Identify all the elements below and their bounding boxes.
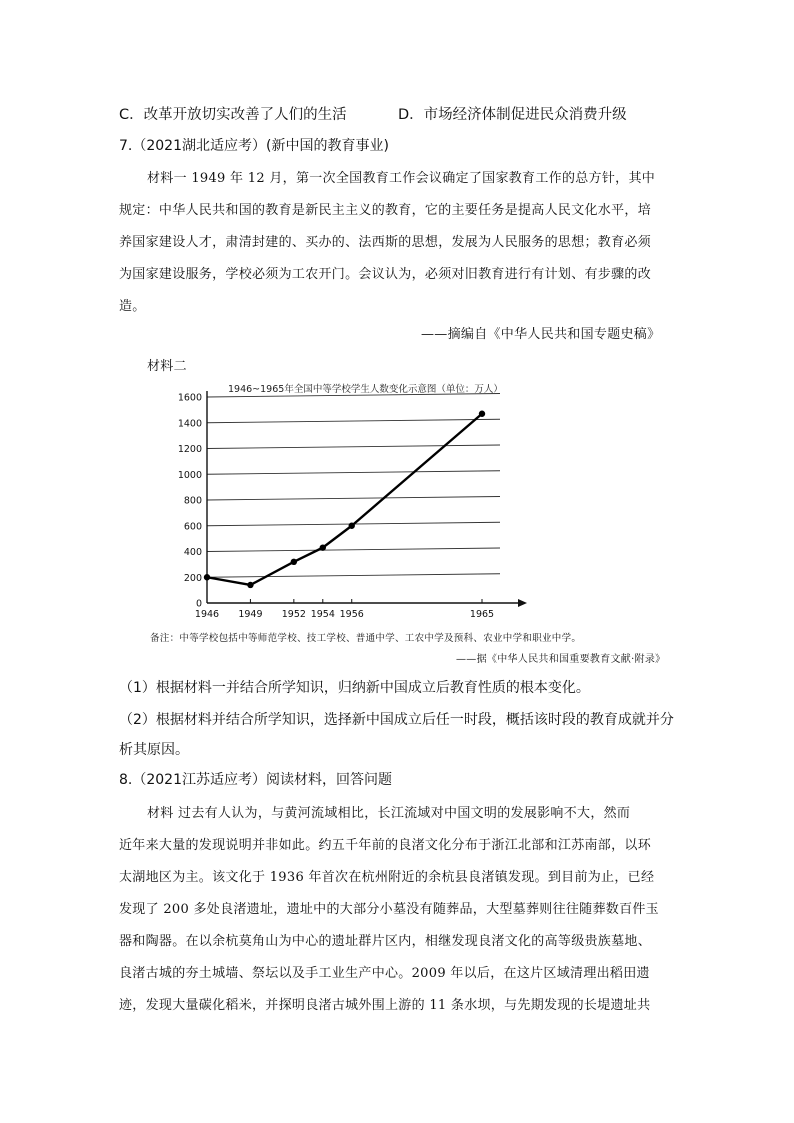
data-point: [247, 582, 253, 588]
x-tick-label: 1956: [339, 609, 364, 620]
grid-line: [207, 419, 500, 423]
q8-material-line: 太湖地区为主。该文化于 1936 年首次在杭州附近的余杭县良渚镇发现。到目前为止，已经: [119, 870, 655, 885]
x-tick-label: 1946: [194, 609, 220, 620]
y-tick-label: 800: [183, 495, 202, 507]
q8-header: 8.（2021江苏适应考）阅读材料，回答问题: [119, 772, 392, 788]
chart-title: 1946~1965年全国中等学校学生人数变化示意图（单位：万人）: [228, 384, 503, 395]
data-point: [349, 523, 355, 529]
data-point: [479, 411, 485, 417]
q8-material-line: 近年来大量的发现说明并非如此。约五千年前的良渚文化分布于浙江北部和江苏南部，以环: [119, 838, 652, 853]
q8-material-line: 器和陶器。在以余杭莫角山为中心的遗址群片区内，相继发现良渚文化的高等级贵族墓地、: [119, 934, 652, 949]
q8-material-line: 良渚古城的夯土城墙、祭坛以及手工业生产中心。2009 年以后，在这片区域清理出稻田遗: [119, 966, 650, 981]
y-tick-label: 200: [183, 572, 202, 584]
x-tick-label: 1949: [238, 609, 263, 620]
chart-note: 备注：中等学校包括中等师范学校、技工学校、普通中学、工农中学及预科、农业中学和职业中学。: [150, 633, 582, 644]
grid-line: [207, 497, 500, 501]
q7-material1-line: 养国家建设人才，肃清封建的、买办的、法西斯的思想，发展为人民服务的思想；教育必须: [119, 235, 652, 250]
grid-line: [207, 445, 500, 449]
q7-material1-source: ——摘编自《中华人民共和国专题史稿》: [421, 327, 661, 342]
data-point: [204, 574, 210, 580]
chart-note-source: ——据《中华人民共和国重要教育文献·附录》: [456, 654, 666, 665]
q7-material1-line: 造。: [119, 299, 146, 314]
grid-line: [207, 574, 500, 578]
q7-material1-line: 规定：中华人民共和国的教育是新民主主义的教育，它的主要任务是提高人民文化水平，培: [119, 203, 652, 218]
grid-line: [207, 548, 500, 552]
q7-material1-line: 材料一 1949 年 12 月，第一次全国教育工作会议确定了国家教育工作的总方针，其中: [147, 171, 656, 186]
student-count-chart: [177, 375, 530, 625]
q7-material1-line: 为国家建设服务，学校必须为工农开门。会议认为，必须对旧教育进行有计划、有步骤的改: [119, 267, 652, 282]
data-point: [320, 544, 326, 550]
y-tick-label: 1600: [177, 392, 202, 404]
q8-material-line: 发现了 200 多处良渚遗址，遗址中的大部分小墓没有随葬品，大型墓葬则往往随葬数百件玉: [119, 902, 659, 917]
option-d: D．市场经济体制促进民众消费升级: [398, 107, 627, 123]
q7-header: 7.（2021湖北适应考）(新中国的教育事业): [119, 138, 389, 154]
option-c: C．改革开放切实改善了人们的生活: [119, 107, 347, 123]
x-tick-label: 1954: [310, 609, 335, 620]
q7-question-2-cont: 析其原因。: [119, 742, 189, 758]
y-tick-label: 600: [183, 521, 202, 533]
q8-material-line: 材料 过去有人认为，与黄河流域相比，长江流域对中国文明的发展影响不大，然而: [147, 806, 631, 821]
q8-material-line: 迹，发现大量碳化稻米，并探明良渚古城外围上游的 11 条水坝，与先期发现的长堤遗址共: [119, 998, 651, 1013]
y-tick-label: 1400: [177, 418, 202, 430]
q7-material2-label: 材料二: [147, 359, 187, 374]
y-tick-label: 1200: [177, 444, 202, 455]
data-point: [291, 559, 297, 565]
x-tick-label: 1965: [469, 609, 495, 620]
grid-line: [207, 471, 500, 475]
x-axis-arrow: [518, 599, 527, 607]
q7-question-2: （2）根据材料并结合所学知识，选择新中国成立后任一时段，概括该时段的教育成就并分: [119, 712, 674, 728]
y-tick-label: 1000: [177, 469, 202, 481]
y-tick-label: 0: [195, 598, 202, 610]
q7-question-1: （1）根据材料一并结合所学知识，归纳新中国成立后教育性质的根本变化。: [119, 680, 590, 696]
y-tick-label: 400: [183, 547, 202, 558]
x-tick-label: 1952: [281, 609, 306, 620]
